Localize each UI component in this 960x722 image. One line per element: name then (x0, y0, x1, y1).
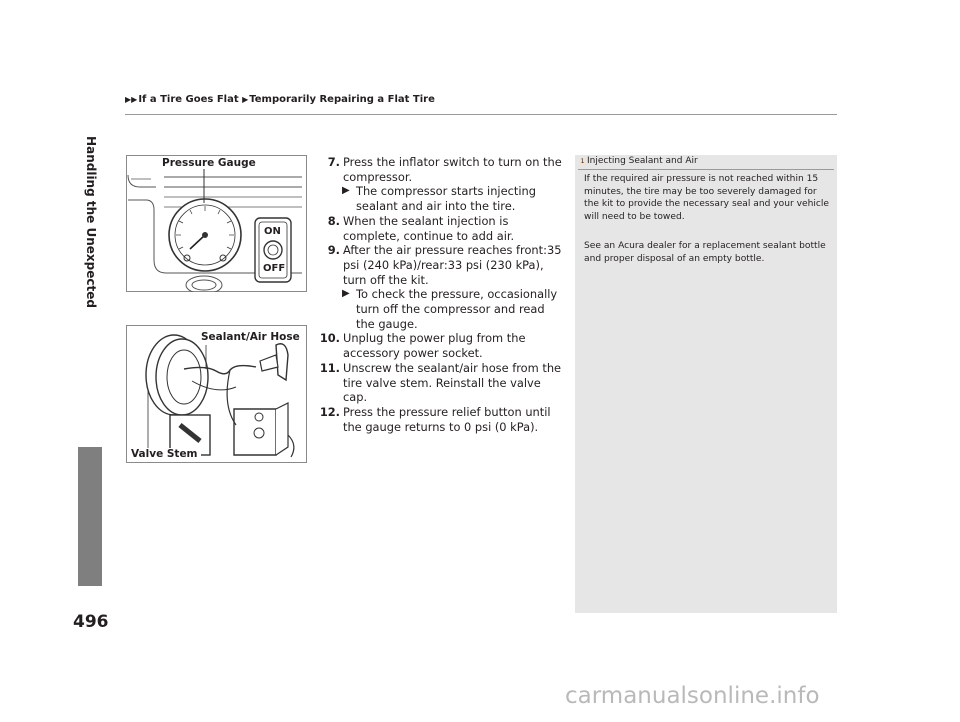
watermark: carmanualsonline.info (565, 683, 820, 709)
sealant-hose-illustration (126, 325, 307, 463)
step-text: When the sealant injection is complete, continue to add air. (343, 213, 515, 243)
step-text: Unplug the power plug from the accessory power socket. (343, 331, 526, 361)
note-badge-icon: 1 (580, 158, 585, 165)
step-10 (310, 331, 562, 360)
pressure-gauge-label: Pressure Gauge (159, 157, 259, 169)
breadcrumb-item[interactable]: If a Tire Goes Flat (138, 94, 239, 105)
step-number: 11. (319, 360, 340, 375)
header-rule (125, 114, 837, 115)
switch-on-label: ON (264, 226, 281, 237)
valve-stem-label: Valve Stem (128, 448, 201, 460)
note-title-text: Injecting Sealant and Air (587, 156, 698, 166)
step-text: Press the inflator switch to turn on the compressor. (343, 155, 562, 184)
pressure-gauge-figure (126, 155, 307, 292)
step-text: Unscrew the sealant/air hose from the tire valve stem. Reinstall the valve cap. (343, 360, 562, 405)
breadcrumb-arrow-icon: ▶ (242, 95, 249, 104)
step-7-result (310, 184, 562, 213)
result-arrow-icon: ▶ (342, 288, 350, 300)
step-number: 12. (319, 404, 340, 419)
note-paragraph: See an Acura dealer for a replacement sealant bottle and proper disposal of an empty bottle. (584, 241, 826, 264)
step-result-text: To check the pressure, occasionally turn off the compressor and read the gauge. (356, 287, 558, 331)
result-arrow-icon: ▶ (342, 185, 350, 197)
breadcrumb-arrow-icon: ▶▶ (125, 95, 138, 104)
note-rule (578, 169, 834, 170)
switch-off-label: OFF (263, 263, 286, 274)
page-number: 496 (73, 612, 109, 632)
note-paragraph: If the required air pressure is not reached within 15 minutes, the tire may be too severely damaged for the kit to provide the necessary seal and your vehicle will need to be towed. (584, 174, 829, 222)
section-side-label: Handling the Unexpected (84, 136, 98, 308)
sealant-hose-figure (126, 325, 307, 463)
note-title (579, 156, 698, 166)
step-number: 7. (327, 155, 340, 169)
note-panel (575, 155, 837, 613)
step-11 (310, 361, 562, 405)
step-text: Press the pressure relief button until the gauge returns to 0 psi (0 kPa). (343, 404, 551, 434)
step-result-text: The compressor starts injecting sealant and air into the tire. (356, 184, 536, 214)
step-9 (310, 243, 562, 287)
step-8 (310, 214, 562, 243)
breadcrumb-item[interactable]: Temporarily Repairing a Flat Tire (249, 94, 435, 105)
step-12 (310, 405, 562, 434)
step-9-result (310, 287, 562, 331)
procedure-steps (310, 155, 562, 434)
step-text: After the air pressure reaches front:35 psi (240 kPa)/rear:33 psi (230 kPa), turn off the kit. (343, 243, 562, 287)
step-number: 8. (327, 213, 340, 228)
step-number: 9. (327, 243, 340, 258)
breadcrumb (125, 94, 435, 105)
sealant-hose-label: Sealant/Air Hose (198, 331, 303, 343)
step-7 (310, 155, 562, 184)
step-number: 10. (319, 331, 340, 346)
section-tab-bar (78, 447, 102, 586)
